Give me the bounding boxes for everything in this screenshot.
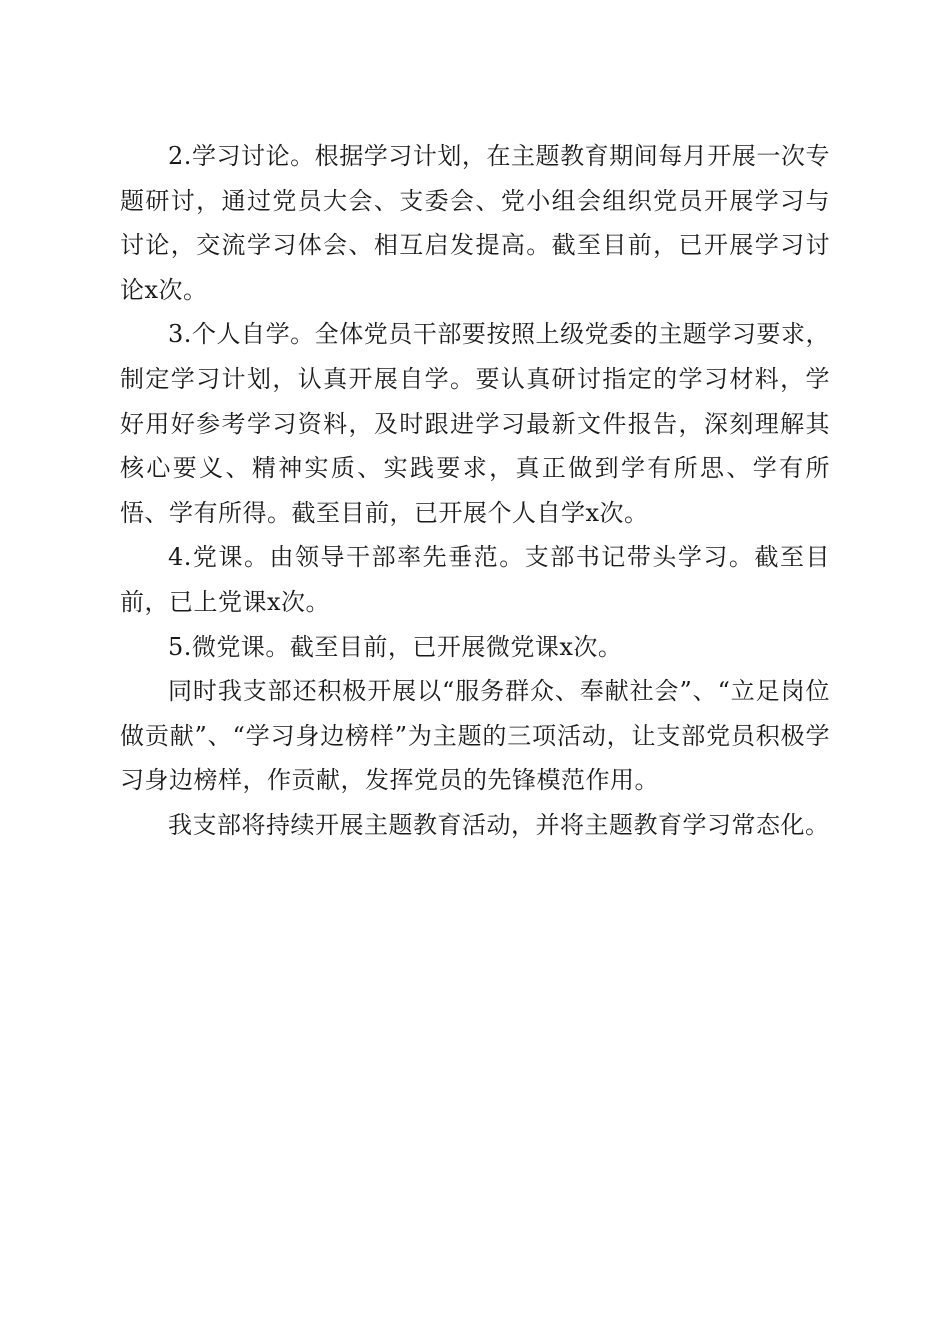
- paragraph-micro-lecture: 5.微党课。截至目前，已开展微党课x次。: [168, 632, 623, 661]
- document-body: [120, 134, 830, 848]
- paragraph-three-activities: 同时我支部还积极开展以“服务群众、奉献社会”、“立足岗位做贡献”、“学习身边榜样”为主题的三项活动，让支部党员积极学习身边榜样，作贡献，发挥党员的先锋模范作用。: [120, 677, 830, 795]
- paragraph-conclusion: 我支部将持续开展主题教育活动，并将主题教育学习常态化。: [168, 810, 830, 839]
- paragraph-self-study: 3.个人自学。全体党员干部要按照上级党委的主题学习要求，制定学习计划，认真开展自学。要认真研讨指定的学习材料，学好用好参考学习资料，及时跟进学习最新文件报告，深刻理解其核心要义、精神实质、实践要求，真正做到学有所思、学有所悟、学有所得。截至目前，已开展个人自学x次。: [120, 320, 830, 527]
- paragraph-party-lecture: 4.党课。由领导干部率先垂范。支部书记带头学习。截至目前，已上党课x次。: [120, 543, 830, 616]
- paragraph-study-discussion: 2.学习讨论。根据学习计划，在主题教育期间每月开展一次专题研讨，通过党员大会、支委会、党小组会组织党员开展学习与讨论，交流学习体会、相互启发提高。截至目前，已开展学习讨论x次。: [120, 142, 830, 304]
